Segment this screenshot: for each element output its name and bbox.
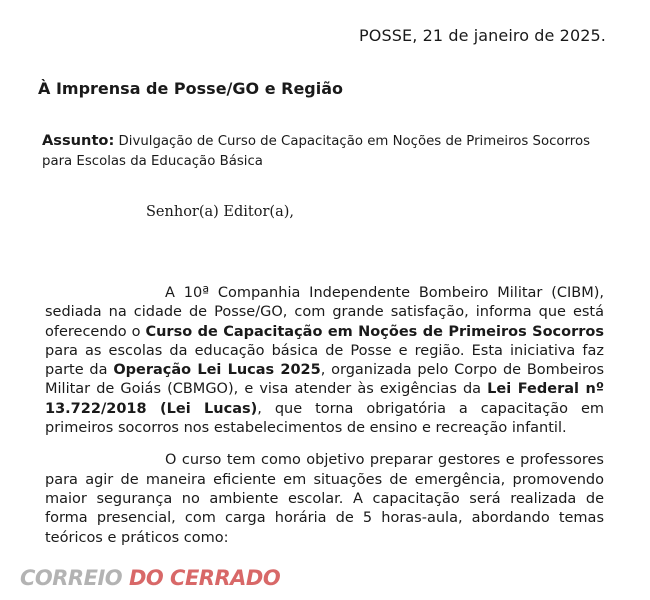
- watermark-logo: [20, 566, 280, 590]
- letter-body: [45, 284, 604, 561]
- p1-text-1: A 10ª Companhia Independente Bombeiro Militar (CIBM), sediada na cidade de Posse/GO, com grande satisfação, informa que está oferecendo o: [45, 285, 604, 340]
- paragraph-2: [45, 451, 604, 547]
- subject-line: [42, 131, 612, 172]
- p2-text: O curso tem como objetivo preparar gestores e professores para agir de maneira eficiente em situações de emergência, promovendo maior segurança no ambiente escolar. A capacitação será realizada de forma presencial, com carga horária de 5 horas-aula, abordando temas teóricos e práticos como:: [45, 452, 604, 546]
- salutation: Senhor(a) Editor(a),: [146, 204, 294, 220]
- watermark-part2: DO CERRADO: [128, 566, 281, 590]
- subject-label: Assunto:: [42, 132, 115, 149]
- document-date: POSSE, 21 de janeiro de 2025.: [359, 26, 606, 45]
- p1-bold-operation: Operação Lei Lucas 2025: [113, 362, 321, 379]
- recipient-heading: À Imprensa de Posse/GO e Região: [38, 79, 344, 98]
- p1-bold-course: Curso de Capacitação em Noções de Primeiros Socorros: [145, 323, 604, 340]
- subject-text: Divulgação de Curso de Capacitação em Noções de Primeiros Socorros para Escolas da Educação Básica: [42, 134, 591, 169]
- watermark-part1: CORREIO: [20, 566, 129, 590]
- p1-text-4: , que torna obrigatória a capacitação em primeiros socorros nos estabelecimentos de ensino e recreação infantil.: [45, 400, 604, 437]
- p1-bold-law: Lei Federal nº 13.722/2018 (Lei Lucas): [45, 381, 605, 417]
- p1-text-3: , organizada pelo Corpo de Bombeiros Militar de Goiás (CBMGO), e visa atender às exigências da: [45, 362, 605, 398]
- p1-text-2: para as escolas da educação básica de Posse e região. Esta iniciativa faz parte da: [45, 342, 604, 379]
- paragraph-1: [45, 284, 604, 438]
